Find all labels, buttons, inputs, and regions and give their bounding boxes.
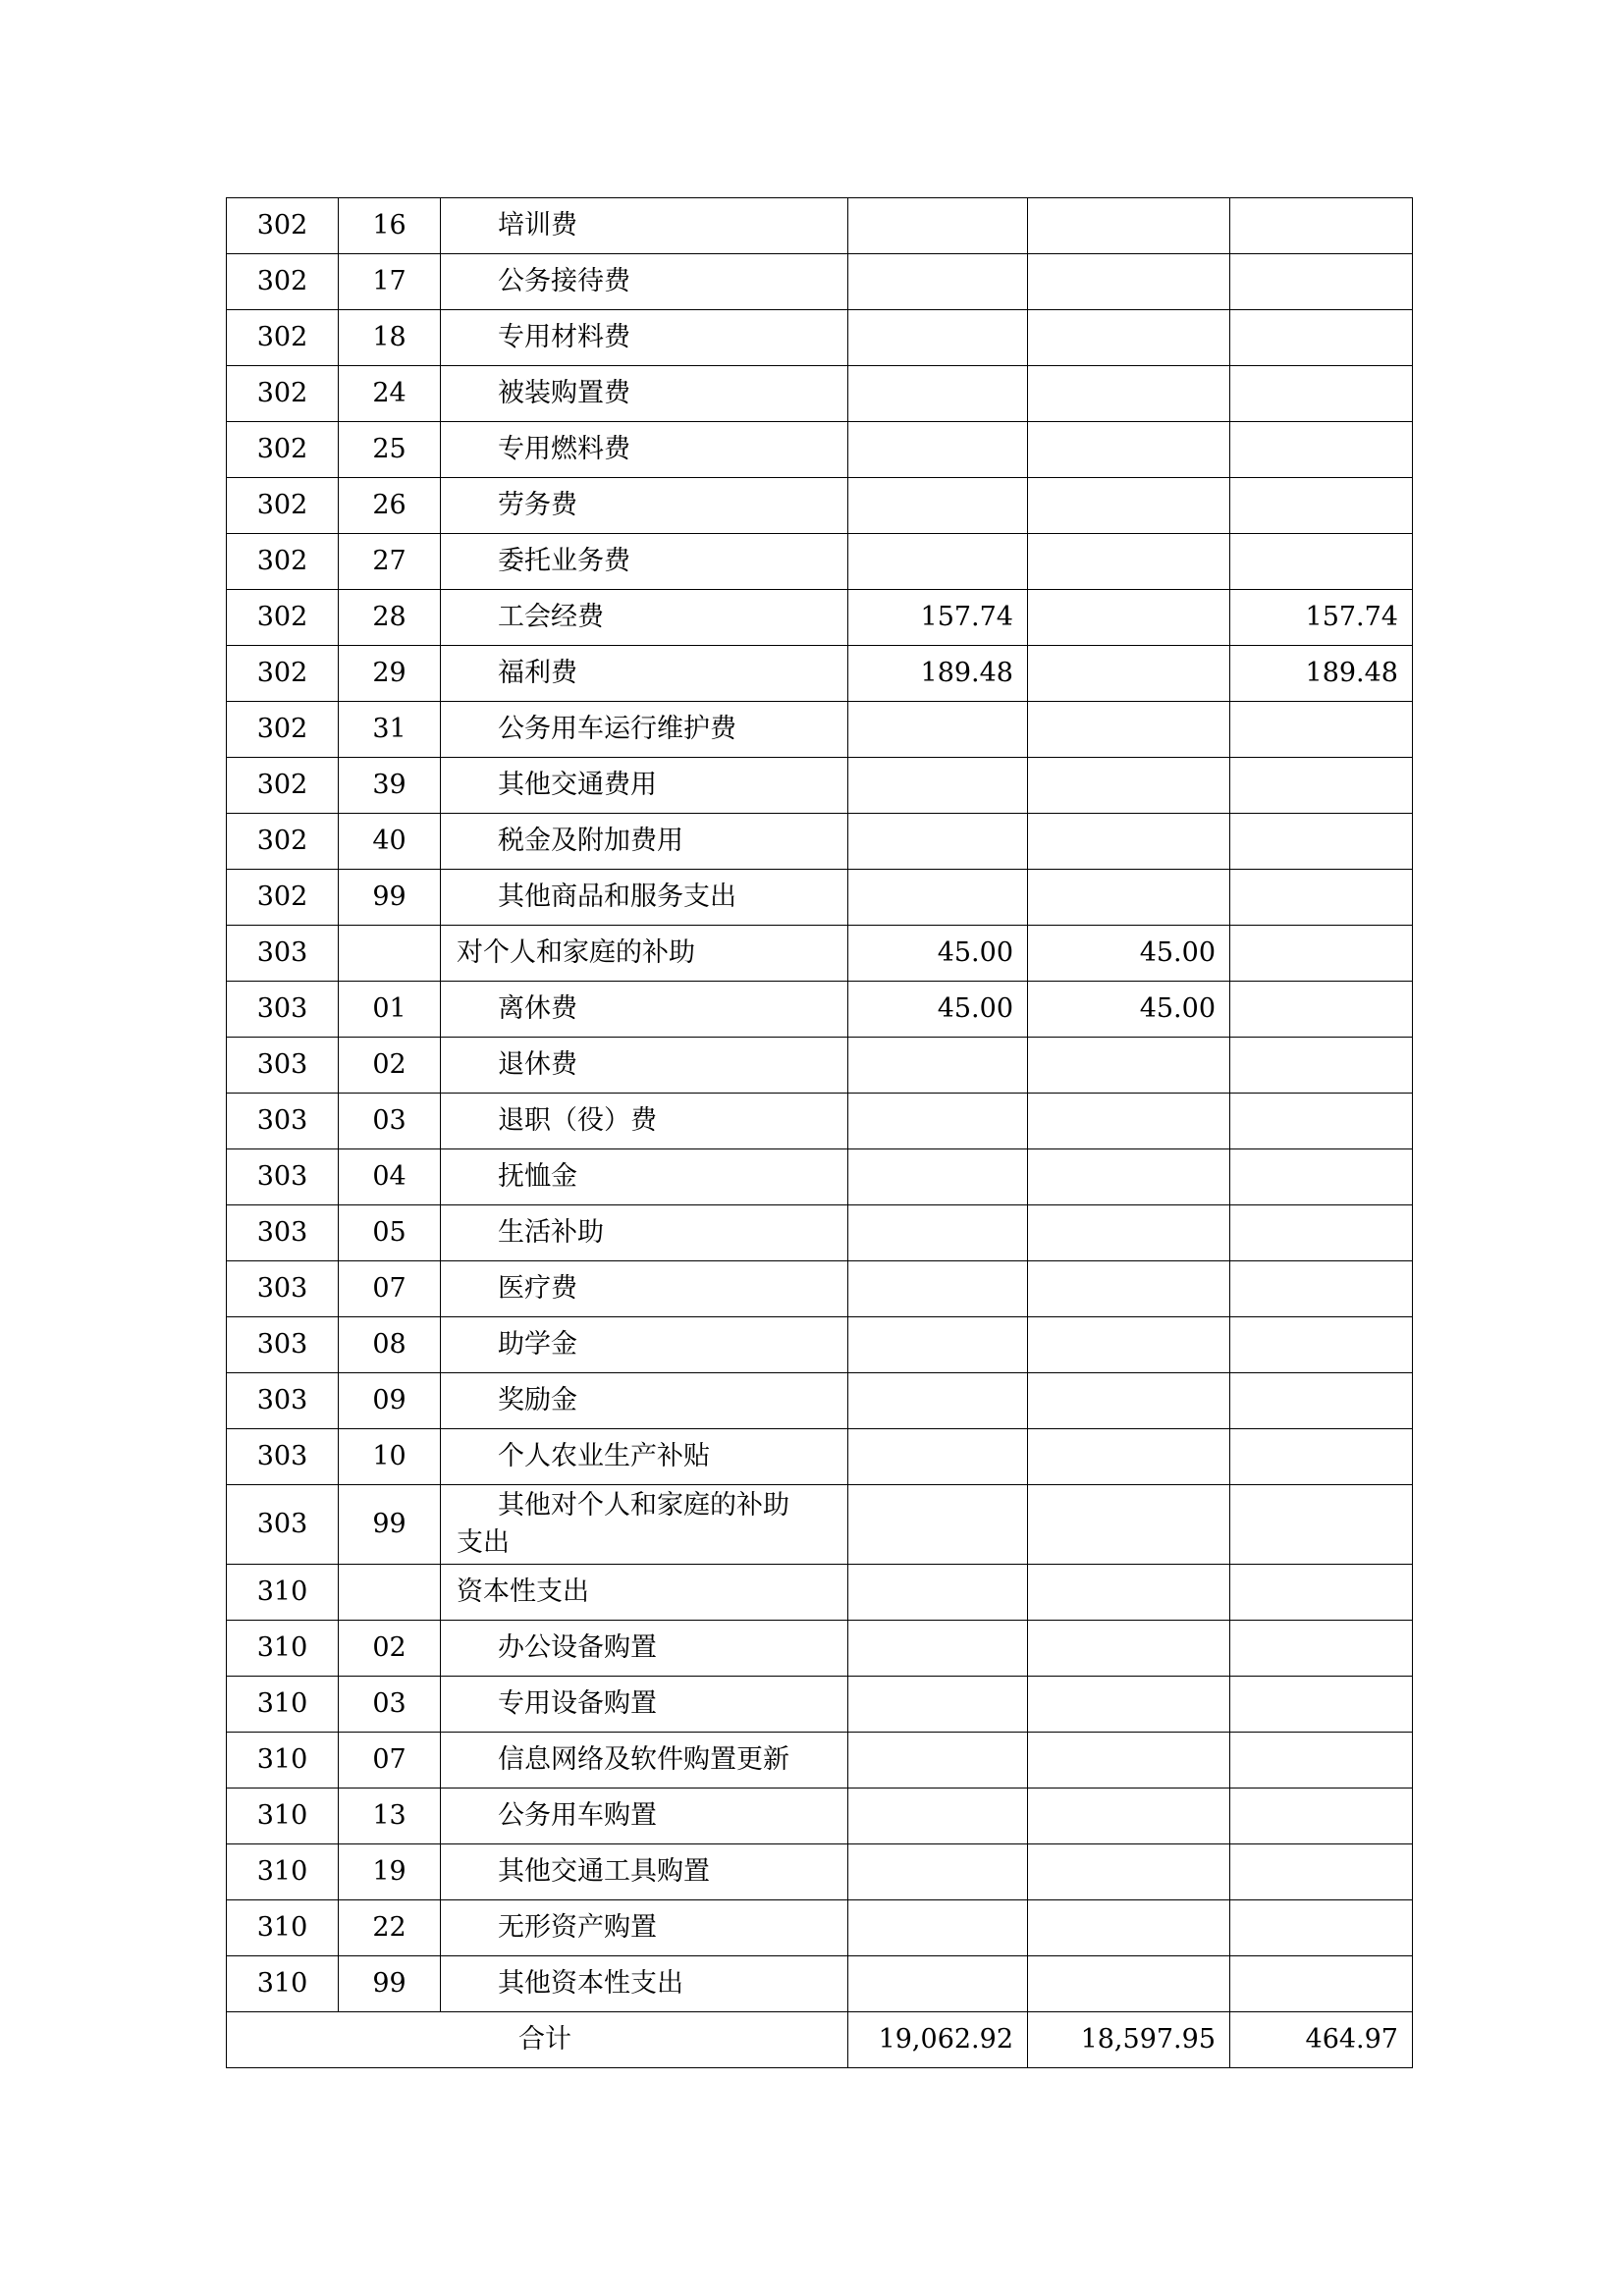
item-name: 其他商品和服务支出 (441, 870, 848, 926)
table-row (227, 926, 1413, 982)
category-code: 303 (227, 1429, 339, 1485)
total-label: 合计 (227, 2012, 848, 2068)
total-amount (848, 702, 1028, 758)
total-amount (848, 1844, 1028, 1900)
item-name: 奖励金 (441, 1373, 848, 1429)
basic-expenditure (1028, 254, 1230, 310)
table-row (227, 1844, 1413, 1900)
item-code: 31 (339, 702, 441, 758)
basic-expenditure (1028, 1317, 1230, 1373)
category-code: 302 (227, 590, 339, 646)
item-name: 公务用车购置 (441, 1789, 848, 1844)
project-expenditure (1230, 1733, 1413, 1789)
project-expenditure: 189.48 (1230, 646, 1413, 702)
item-name: 其他资本性支出 (441, 1956, 848, 2012)
item-name: 其他交通费用 (441, 758, 848, 814)
basic-expenditure: 45.00 (1028, 982, 1230, 1038)
item-name: 劳务费 (441, 478, 848, 534)
table-row (227, 1733, 1413, 1789)
total-amount (848, 534, 1028, 590)
item-code: 05 (339, 1205, 441, 1261)
total-row (227, 2012, 1413, 2068)
item-code (339, 1565, 441, 1621)
table-row (227, 1261, 1413, 1317)
table-row (227, 478, 1413, 534)
total-amount (848, 1677, 1028, 1733)
basic-expenditure (1028, 1900, 1230, 1956)
item-code: 01 (339, 982, 441, 1038)
project-expenditure (1230, 1565, 1413, 1621)
item-name: 资本性支出 (441, 1565, 848, 1621)
table-body (227, 198, 1413, 2068)
table-row (227, 254, 1413, 310)
project-expenditure (1230, 310, 1413, 366)
total-amount: 157.74 (848, 590, 1028, 646)
project-expenditure (1230, 1317, 1413, 1373)
item-name: 生活补助 (441, 1205, 848, 1261)
item-code: 29 (339, 646, 441, 702)
item-name: 个人农业生产补贴 (441, 1429, 848, 1485)
category-code: 303 (227, 1317, 339, 1373)
table-row (227, 422, 1413, 478)
item-code: 09 (339, 1373, 441, 1429)
total-amount (848, 478, 1028, 534)
project-expenditure (1230, 1789, 1413, 1844)
project-expenditure (1230, 926, 1413, 982)
basic-expenditure (1028, 1149, 1230, 1205)
project-expenditure (1230, 1149, 1413, 1205)
item-code: 02 (339, 1038, 441, 1094)
item-code: 99 (339, 1485, 441, 1565)
basic-expenditure (1028, 646, 1230, 702)
total-sum: 19,062.92 (848, 2012, 1028, 2068)
category-code: 303 (227, 1205, 339, 1261)
category-code: 310 (227, 1733, 339, 1789)
total-amount (848, 1733, 1028, 1789)
item-name: 税金及附加费用 (441, 814, 848, 870)
total-amount (848, 1317, 1028, 1373)
budget-expenditure-table (226, 197, 1413, 2068)
project-expenditure (1230, 702, 1413, 758)
item-code: 24 (339, 366, 441, 422)
table-row (227, 870, 1413, 926)
table-row (227, 702, 1413, 758)
category-code: 310 (227, 1621, 339, 1677)
item-name: 退休费 (441, 1038, 848, 1094)
category-code: 303 (227, 1485, 339, 1565)
total-amount (848, 1038, 1028, 1094)
total-amount (848, 1205, 1028, 1261)
basic-expenditure (1028, 1261, 1230, 1317)
item-name: 专用材料费 (441, 310, 848, 366)
item-code: 03 (339, 1094, 441, 1149)
item-code: 02 (339, 1621, 441, 1677)
item-code: 07 (339, 1261, 441, 1317)
item-name: 无形资产购置 (441, 1900, 848, 1956)
project-expenditure (1230, 1429, 1413, 1485)
basic-expenditure (1028, 590, 1230, 646)
project-expenditure (1230, 758, 1413, 814)
project-expenditure (1230, 254, 1413, 310)
item-name: 医疗费 (441, 1261, 848, 1317)
category-code: 302 (227, 310, 339, 366)
item-code: 40 (339, 814, 441, 870)
table-row (227, 1038, 1413, 1094)
basic-expenditure (1028, 1789, 1230, 1844)
basic-expenditure: 45.00 (1028, 926, 1230, 982)
item-code: 07 (339, 1733, 441, 1789)
project-expenditure: 157.74 (1230, 590, 1413, 646)
table-row (227, 1956, 1413, 2012)
basic-expenditure (1028, 870, 1230, 926)
total-amount (848, 1621, 1028, 1677)
project-expenditure (1230, 1485, 1413, 1565)
total-amount (848, 1900, 1028, 1956)
basic-expenditure (1028, 1733, 1230, 1789)
item-code (339, 926, 441, 982)
table-row (227, 1149, 1413, 1205)
basic-expenditure (1028, 1373, 1230, 1429)
project-expenditure (1230, 1677, 1413, 1733)
item-code: 16 (339, 198, 441, 254)
item-name: 信息网络及软件购置更新 (441, 1733, 848, 1789)
basic-expenditure (1028, 758, 1230, 814)
total-amount (848, 758, 1028, 814)
item-name: 委托业务费 (441, 534, 848, 590)
project-expenditure (1230, 1261, 1413, 1317)
category-code: 302 (227, 198, 339, 254)
item-code: 08 (339, 1317, 441, 1373)
table-row (227, 982, 1413, 1038)
category-code: 302 (227, 646, 339, 702)
table-row (227, 366, 1413, 422)
item-name: 退职（役）费 (441, 1094, 848, 1149)
basic-expenditure (1028, 1429, 1230, 1485)
total-amount: 189.48 (848, 646, 1028, 702)
table-row (227, 758, 1413, 814)
table-row (227, 198, 1413, 254)
item-name: 对个人和家庭的补助 (441, 926, 848, 982)
category-code: 302 (227, 758, 339, 814)
category-code: 303 (227, 1261, 339, 1317)
total-amount (848, 814, 1028, 870)
item-name: 专用燃料费 (441, 422, 848, 478)
project-expenditure (1230, 1956, 1413, 2012)
basic-expenditure (1028, 1677, 1230, 1733)
table-row (227, 590, 1413, 646)
basic-expenditure (1028, 702, 1230, 758)
item-code: 39 (339, 758, 441, 814)
item-name-line-2: 支出 (457, 1527, 510, 1558)
category-code: 303 (227, 1373, 339, 1429)
item-code: 99 (339, 1956, 441, 2012)
basic-expenditure (1028, 534, 1230, 590)
project-expenditure (1230, 1900, 1413, 1956)
table-row (227, 646, 1413, 702)
total-amount (848, 1149, 1028, 1205)
project-expenditure (1230, 422, 1413, 478)
category-code: 303 (227, 926, 339, 982)
table-row (227, 1094, 1413, 1149)
table-row (227, 1565, 1413, 1621)
table-row (227, 814, 1413, 870)
table-row (227, 534, 1413, 590)
basic-expenditure (1028, 1485, 1230, 1565)
project-expenditure (1230, 1094, 1413, 1149)
item-name: 福利费 (441, 646, 848, 702)
basic-expenditure (1028, 1844, 1230, 1900)
basic-expenditure (1028, 198, 1230, 254)
category-code: 310 (227, 1789, 339, 1844)
category-code: 303 (227, 1094, 339, 1149)
total-amount (848, 1429, 1028, 1485)
total-amount (848, 870, 1028, 926)
item-name-line-1: 其他对个人和家庭的补助 (498, 1490, 789, 1521)
basic-expenditure (1028, 1565, 1230, 1621)
table-row (227, 1789, 1413, 1844)
basic-expenditure (1028, 422, 1230, 478)
category-code: 302 (227, 478, 339, 534)
item-name: 专用设备购置 (441, 1677, 848, 1733)
project-expenditure (1230, 366, 1413, 422)
project-expenditure (1230, 1621, 1413, 1677)
item-name: 离休费 (441, 982, 848, 1038)
item-name: 助学金 (441, 1317, 848, 1373)
category-code: 302 (227, 814, 339, 870)
item-name: 公务接待费 (441, 254, 848, 310)
basic-expenditure (1028, 310, 1230, 366)
table-row (227, 1373, 1413, 1429)
basic-expenditure (1028, 1956, 1230, 2012)
total-amount (848, 422, 1028, 478)
category-code: 310 (227, 1677, 339, 1733)
basic-expenditure (1028, 366, 1230, 422)
item-code: 10 (339, 1429, 441, 1485)
total-amount (848, 1094, 1028, 1149)
item-code: 13 (339, 1789, 441, 1844)
project-expenditure (1230, 478, 1413, 534)
category-code: 303 (227, 1149, 339, 1205)
total-amount (848, 1956, 1028, 2012)
table-row (227, 1621, 1413, 1677)
category-code: 303 (227, 982, 339, 1038)
item-name: 抚恤金 (441, 1149, 848, 1205)
basic-expenditure (1028, 478, 1230, 534)
item-code: 19 (339, 1844, 441, 1900)
basic-expenditure (1028, 814, 1230, 870)
project-expenditure (1230, 870, 1413, 926)
category-code: 302 (227, 422, 339, 478)
category-code: 310 (227, 1565, 339, 1621)
item-code: 25 (339, 422, 441, 478)
category-code: 302 (227, 254, 339, 310)
project-expenditure (1230, 1205, 1413, 1261)
basic-expenditure (1028, 1621, 1230, 1677)
category-code: 302 (227, 870, 339, 926)
item-name: 工会经费 (441, 590, 848, 646)
total-amount (848, 198, 1028, 254)
item-code: 03 (339, 1677, 441, 1733)
item-code: 04 (339, 1149, 441, 1205)
total-amount (848, 310, 1028, 366)
project-expenditure (1230, 982, 1413, 1038)
total-amount (848, 1789, 1028, 1844)
item-name: 公务用车运行维护费 (441, 702, 848, 758)
category-code: 302 (227, 534, 339, 590)
total-amount (848, 366, 1028, 422)
project-expenditure (1230, 198, 1413, 254)
category-code: 302 (227, 702, 339, 758)
total-amount: 45.00 (848, 926, 1028, 982)
category-code: 302 (227, 366, 339, 422)
project-expenditure (1230, 1373, 1413, 1429)
total-amount (848, 1565, 1028, 1621)
total-project: 464.97 (1230, 2012, 1413, 2068)
project-expenditure (1230, 534, 1413, 590)
table-row (227, 310, 1413, 366)
item-code: 99 (339, 870, 441, 926)
table-row (227, 1677, 1413, 1733)
table-row (227, 1317, 1413, 1373)
table-row (227, 1485, 1413, 1565)
item-code: 26 (339, 478, 441, 534)
total-amount: 45.00 (848, 982, 1028, 1038)
item-name: 办公设备购置 (441, 1621, 848, 1677)
table-row (227, 1205, 1413, 1261)
item-name (441, 1485, 848, 1565)
table-row (227, 1429, 1413, 1485)
item-name: 培训费 (441, 198, 848, 254)
project-expenditure (1230, 1844, 1413, 1900)
total-amount (848, 1261, 1028, 1317)
total-amount (848, 1485, 1028, 1565)
category-code: 310 (227, 1900, 339, 1956)
category-code: 310 (227, 1956, 339, 2012)
item-code: 27 (339, 534, 441, 590)
item-name: 被装购置费 (441, 366, 848, 422)
project-expenditure (1230, 1038, 1413, 1094)
basic-expenditure (1028, 1094, 1230, 1149)
total-amount (848, 254, 1028, 310)
basic-expenditure (1028, 1205, 1230, 1261)
project-expenditure (1230, 814, 1413, 870)
category-code: 310 (227, 1844, 339, 1900)
total-basic: 18,597.95 (1028, 2012, 1230, 2068)
item-code: 18 (339, 310, 441, 366)
item-name: 其他交通工具购置 (441, 1844, 848, 1900)
category-code: 303 (227, 1038, 339, 1094)
item-code: 22 (339, 1900, 441, 1956)
item-code: 17 (339, 254, 441, 310)
item-code: 28 (339, 590, 441, 646)
total-amount (848, 1373, 1028, 1429)
table-row (227, 1900, 1413, 1956)
basic-expenditure (1028, 1038, 1230, 1094)
